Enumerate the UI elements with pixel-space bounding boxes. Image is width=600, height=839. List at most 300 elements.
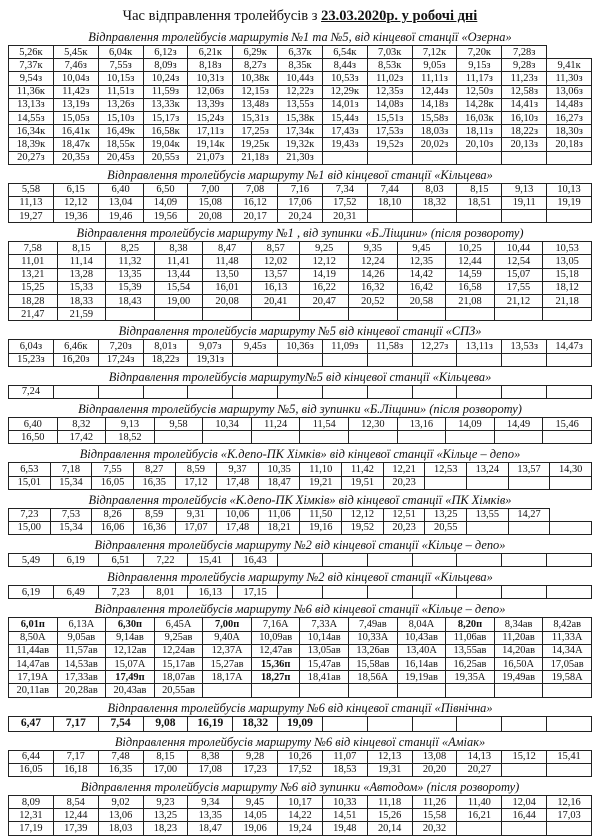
time-cell: 18,47 <box>188 822 233 835</box>
time-cell: 11,13 <box>9 196 54 209</box>
time-cell: 7,12к <box>412 46 457 59</box>
time-cell: 6,49 <box>53 586 98 599</box>
time-cell: 12,50з <box>457 85 502 98</box>
time-cell: 16,10з <box>502 111 547 124</box>
time-cell: 8,01з <box>143 340 188 353</box>
time-cell: 13,13з <box>9 98 54 111</box>
table-row <box>9 138 592 151</box>
time-cell: 15,41 <box>188 554 233 567</box>
time-cell: 10,43ав <box>397 631 446 644</box>
time-cell: 16,18 <box>53 763 98 776</box>
time-cell: 17,52 <box>278 763 323 776</box>
time-cell: 15,24з <box>188 111 233 124</box>
time-cell: 9,14ав <box>106 631 155 644</box>
time-cell <box>278 586 323 599</box>
time-cell: 7,17 <box>53 750 98 763</box>
time-cell <box>367 716 412 731</box>
time-cell: 11,14 <box>57 255 106 268</box>
time-cell: 20,31 <box>322 210 367 223</box>
time-cell: 10,14ав <box>300 631 349 644</box>
time-cell: 11,17з <box>457 72 502 85</box>
time-cell: 16,35 <box>98 763 143 776</box>
time-cell: 17,19 <box>9 822 54 835</box>
time-cell: 13,35 <box>106 268 155 281</box>
time-cell: 7,37к <box>9 59 54 72</box>
time-cell: 13,06з <box>547 85 592 98</box>
time-cell: 14,27 <box>508 508 550 521</box>
time-cell: 17,11з <box>188 125 233 138</box>
time-cell: 17,34к <box>278 125 323 138</box>
time-cell: 19,00 <box>154 295 203 308</box>
time-cell: 8,44з <box>322 59 367 72</box>
time-cell <box>367 385 412 398</box>
time-cell: 17,23 <box>233 763 278 776</box>
time-cell: 19,04к <box>143 138 188 151</box>
time-cell: 8,38 <box>188 750 233 763</box>
time-cell: 15,17ав <box>154 658 203 671</box>
time-cell: 19,56 <box>143 210 188 223</box>
time-cell: 6,13А <box>57 618 106 631</box>
time-cell: 14,18з <box>412 98 457 111</box>
time-cell: 17,24з <box>98 353 143 366</box>
schedule-table <box>8 241 592 321</box>
time-cell: 8,38 <box>154 242 203 255</box>
schedule-table <box>8 617 592 697</box>
time-cell <box>446 684 495 697</box>
time-cell: 15,05з <box>53 111 98 124</box>
section-heading: Відправлення тролейбусів «К.депо-ПК Хімків» від кінцевої станції «ПК Хімків» <box>88 492 512 507</box>
time-cell: 10,34 <box>203 417 252 430</box>
time-cell <box>508 521 550 534</box>
time-cell <box>412 353 457 366</box>
time-cell: 10,44з <box>278 72 323 85</box>
time-cell <box>547 385 592 398</box>
time-cell: 8,18з <box>188 59 233 72</box>
time-cell <box>502 586 547 599</box>
time-cell: 14,51 <box>322 809 367 822</box>
time-cell: 12,44з <box>412 85 457 98</box>
time-cell: 19,46 <box>98 210 143 223</box>
time-cell: 13,25 <box>143 809 188 822</box>
time-cell: 12,06з <box>188 85 233 98</box>
time-cell: 13,35 <box>188 809 233 822</box>
table-row <box>9 684 592 697</box>
time-cell: 20,27з <box>9 151 54 164</box>
time-cell: 14,59 <box>446 268 495 281</box>
time-cell: 15,33 <box>57 281 106 294</box>
time-cell: 17,48 <box>217 476 259 489</box>
time-cell: 7,53 <box>50 508 92 521</box>
time-cell <box>547 151 592 164</box>
time-cell <box>188 385 233 398</box>
time-cell <box>457 716 502 731</box>
table-row <box>9 554 592 567</box>
time-cell: 8,27 <box>133 463 175 476</box>
time-cell: 12,37А <box>203 644 252 657</box>
time-cell: 18,11з <box>457 125 502 138</box>
time-cell <box>543 684 592 697</box>
schedule-table <box>8 183 592 224</box>
time-cell: 10,17 <box>278 795 323 808</box>
time-cell: 9,13 <box>502 183 547 196</box>
time-cell <box>457 353 502 366</box>
time-cell <box>278 385 323 398</box>
time-cell: 20,14 <box>367 822 412 835</box>
time-cell: 6,29к <box>233 46 278 59</box>
time-cell <box>550 521 592 534</box>
time-cell: 9,13 <box>106 417 155 430</box>
time-cell <box>543 431 592 444</box>
time-cell: 20,58 <box>397 295 446 308</box>
time-cell: 17,05ав <box>543 658 592 671</box>
time-cell <box>412 151 457 164</box>
time-cell: 11,11з <box>412 72 457 85</box>
time-cell: 12,44 <box>53 809 98 822</box>
time-cell: 18,27п <box>251 671 300 684</box>
time-cell: 9,08 <box>143 716 188 731</box>
time-cell: 8,50А <box>9 631 58 644</box>
table-row <box>9 72 592 85</box>
time-cell: 11,40 <box>457 795 502 808</box>
time-cell: 14,53ав <box>57 658 106 671</box>
time-cell: 8,09 <box>9 795 54 808</box>
time-cell: 8,04А <box>397 618 446 631</box>
time-cell <box>106 308 155 321</box>
time-cell: 7,49ав <box>349 618 398 631</box>
schedule-table <box>8 462 592 489</box>
time-cell: 15,27ав <box>203 658 252 671</box>
time-cell: 9,45з <box>233 340 278 353</box>
time-cell <box>547 586 592 599</box>
time-cell: 20,52 <box>349 295 398 308</box>
time-cell: 8,32 <box>57 417 106 430</box>
time-cell: 15,10з <box>98 111 143 124</box>
time-cell: 12,30 <box>349 417 398 430</box>
time-cell: 20,23 <box>383 521 425 534</box>
time-cell <box>53 385 98 398</box>
time-cell: 11,24 <box>251 417 300 430</box>
time-cell: 13,19з <box>53 98 98 111</box>
time-cell: 12,24ав <box>154 644 203 657</box>
time-cell: 17,12 <box>175 476 217 489</box>
table-row <box>9 618 592 631</box>
time-cell: 6,40 <box>98 183 143 196</box>
time-cell: 21,47 <box>9 308 58 321</box>
time-cell: 16,12 <box>233 196 278 209</box>
time-cell: 12,12 <box>342 508 384 521</box>
time-cell: 6,04з <box>9 340 54 353</box>
time-cell: 15,26 <box>367 809 412 822</box>
time-cell: 14,34А <box>543 644 592 657</box>
time-cell <box>322 151 367 164</box>
time-cell: 14,09 <box>143 196 188 209</box>
time-cell: 17,49п <box>106 671 155 684</box>
time-cell <box>233 385 278 398</box>
time-cell: 10,33 <box>322 795 367 808</box>
time-cell: 15,12 <box>502 750 547 763</box>
section-heading: Відправлення тролейбусів маршруту №6 від кінцевої станції «Північна» <box>107 700 493 715</box>
time-cell: 15,07 <box>494 268 543 281</box>
time-cell <box>502 763 547 776</box>
time-cell: 16,13 <box>251 281 300 294</box>
time-cell: 10,35 <box>258 463 300 476</box>
table-row <box>9 98 592 111</box>
time-cell: 13,44 <box>154 268 203 281</box>
time-cell: 19,31з <box>188 353 233 366</box>
time-cell <box>547 353 592 366</box>
time-cell: 16,36 <box>133 521 175 534</box>
time-cell: 11,07 <box>322 750 367 763</box>
time-cell: 11,36к <box>9 85 54 98</box>
time-cell: 14,20ав <box>494 644 543 657</box>
table-row <box>9 111 592 124</box>
time-cell: 10,36з <box>278 340 323 353</box>
time-cell: 17,52 <box>322 196 367 209</box>
section-heading: Відправлення тролейбусів «К.депо-ПК Хімків» від кінцевої станції «Кільце – депо» <box>79 447 521 462</box>
time-cell: 10,44 <box>494 242 543 255</box>
time-cell: 10,15з <box>98 72 143 85</box>
time-cell <box>547 716 592 731</box>
table-row <box>9 281 592 294</box>
time-cell: 13,39з <box>188 98 233 111</box>
time-cell: 9,05з <box>412 59 457 72</box>
time-cell: 19,58А <box>543 671 592 684</box>
time-cell: 11,33А <box>543 631 592 644</box>
time-cell: 21,07з <box>188 151 233 164</box>
time-cell: 21,18 <box>543 295 592 308</box>
time-cell: 20,55 <box>425 521 467 534</box>
time-cell: 9,34 <box>188 795 233 808</box>
time-cell: 12,53 <box>425 463 467 476</box>
time-cell: 18,33 <box>57 295 106 308</box>
time-cell: 13,55ав <box>446 644 495 657</box>
time-cell: 15,34 <box>50 476 92 489</box>
time-cell: 19,25к <box>233 138 278 151</box>
time-cell: 11,06 <box>258 508 300 521</box>
time-cell: 20,55з <box>143 151 188 164</box>
time-cell <box>412 210 457 223</box>
table-row <box>9 125 592 138</box>
time-cell: 5,26к <box>9 46 54 59</box>
time-cell <box>547 822 592 835</box>
time-cell <box>547 763 592 776</box>
time-cell: 20,13з <box>502 138 547 151</box>
time-cell: 10,38к <box>233 72 278 85</box>
time-cell: 20,41 <box>251 295 300 308</box>
time-cell: 20,35з <box>53 151 98 164</box>
time-cell <box>543 308 592 321</box>
section-heading: Відправлення тролейбусів маршруту №5 від кінцевої станції «СПЗ» <box>118 324 482 339</box>
time-cell: 14,13 <box>457 750 502 763</box>
time-cell <box>300 308 349 321</box>
time-cell <box>203 684 252 697</box>
time-cell: 17,25з <box>233 125 278 138</box>
time-cell: 19,36 <box>53 210 98 223</box>
time-cell: 19,32к <box>278 138 323 151</box>
time-cell: 8,26 <box>92 508 134 521</box>
time-cell: 11,51з <box>98 85 143 98</box>
time-cell: 13,50 <box>203 268 252 281</box>
time-cell: 17,08 <box>188 763 233 776</box>
time-cell: 15,08 <box>188 196 233 209</box>
time-cell: 20,18з <box>547 138 592 151</box>
table-row <box>9 353 592 366</box>
time-cell: 19,14к <box>188 138 233 151</box>
time-cell: 15,46 <box>543 417 592 430</box>
time-cell: 11,50 <box>300 508 342 521</box>
time-cell: 9,02 <box>98 795 143 808</box>
time-cell: 8,27з <box>233 59 278 72</box>
time-cell <box>550 476 592 489</box>
time-cell: 11,48 <box>203 255 252 268</box>
time-cell <box>349 308 398 321</box>
time-cell <box>457 385 502 398</box>
time-cell: 11,30з <box>547 72 592 85</box>
time-cell: 17,00 <box>143 763 188 776</box>
time-cell: 13,55з <box>278 98 323 111</box>
time-cell: 20,24 <box>278 210 323 223</box>
time-cell: 15,01 <box>9 476 51 489</box>
time-cell: 20,11ав <box>9 684 58 697</box>
time-cell: 12,12 <box>53 196 98 209</box>
time-cell: 9,25 <box>300 242 349 255</box>
time-cell: 8,20п <box>446 618 495 631</box>
time-cell: 20,32 <box>412 822 457 835</box>
time-cell: 6,37к <box>278 46 323 59</box>
time-cell <box>494 308 543 321</box>
section-heading: Відправлення тролейбусів маршруту №5, від зупинки «Б.Ліщини» (після розвороту) <box>78 401 522 416</box>
time-cell: 19,51 <box>342 476 384 489</box>
time-cell: 15,18 <box>543 268 592 281</box>
time-cell: 13,55 <box>467 508 509 521</box>
time-cell: 13,57 <box>251 268 300 281</box>
time-cell: 18,22з <box>143 353 188 366</box>
time-cell <box>508 476 550 489</box>
time-cell: 18,47 <box>258 476 300 489</box>
time-cell <box>367 586 412 599</box>
time-cell: 21,59 <box>57 308 106 321</box>
time-cell: 16,27з <box>547 111 592 124</box>
time-cell: 7,17 <box>53 716 98 731</box>
time-cell: 16,50А <box>494 658 543 671</box>
title-date: 23.03.2020р. <box>321 8 399 24</box>
time-cell: 16,19 <box>188 716 233 731</box>
time-cell: 8,15 <box>143 750 188 763</box>
table-row <box>9 210 592 223</box>
time-cell: 9,25ав <box>154 631 203 644</box>
schedule-table <box>8 339 592 366</box>
time-cell: 12,58з <box>502 85 547 98</box>
time-cell: 8,15 <box>57 242 106 255</box>
time-cell: 21,30з <box>278 151 323 164</box>
time-cell: 8,09з <box>143 59 188 72</box>
time-cell: 7,55 <box>92 463 134 476</box>
time-cell: 15,58 <box>412 809 457 822</box>
time-cell: 12,13 <box>367 750 412 763</box>
time-cell: 7,03к <box>367 46 412 59</box>
time-cell: 7,16 <box>278 183 323 196</box>
time-cell: 19,19ав <box>397 671 446 684</box>
time-cell: 8,59 <box>133 508 175 521</box>
time-cell: 20,45з <box>98 151 143 164</box>
time-cell: 17,42 <box>57 431 106 444</box>
time-cell <box>412 385 457 398</box>
time-cell <box>457 554 502 567</box>
time-cell <box>322 716 367 731</box>
time-cell: 10,09ав <box>251 631 300 644</box>
time-cell: 18,32 <box>412 196 457 209</box>
time-cell: 17,03 <box>547 809 592 822</box>
time-cell: 15,36п <box>251 658 300 671</box>
time-cell: 11,18 <box>367 795 412 808</box>
time-cell <box>367 353 412 366</box>
time-cell: 17,07 <box>175 521 217 534</box>
time-cell: 8,34ав <box>494 618 543 631</box>
time-cell: 9,07з <box>188 340 233 353</box>
time-cell: 10,53з <box>322 72 367 85</box>
time-cell: 15,31з <box>233 111 278 124</box>
time-cell: 10,33А <box>349 631 398 644</box>
schedule-table <box>8 385 592 399</box>
time-cell: 6,54к <box>322 46 367 59</box>
time-cell: 16,06 <box>92 521 134 534</box>
time-cell: 12,04 <box>502 795 547 808</box>
time-cell: 8,57 <box>251 242 300 255</box>
time-cell: 8,25 <box>106 242 155 255</box>
time-cell <box>251 308 300 321</box>
time-cell: 7,34 <box>322 183 367 196</box>
table-row <box>9 658 592 671</box>
time-cell: 18,55к <box>98 138 143 151</box>
time-cell: 6,51 <box>98 554 143 567</box>
time-cell: 16,05 <box>92 476 134 489</box>
time-cell: 13,53з <box>502 340 547 353</box>
schedule-table <box>8 716 592 732</box>
time-cell: 8,01 <box>143 586 188 599</box>
time-cell <box>446 308 495 321</box>
time-cell <box>349 684 398 697</box>
time-cell: 19,27 <box>9 210 54 223</box>
time-cell <box>457 210 502 223</box>
time-cell: 12,35з <box>367 85 412 98</box>
time-cell: 12,51 <box>383 508 425 521</box>
time-cell <box>397 431 446 444</box>
time-cell: 7,22 <box>143 554 188 567</box>
time-cell: 14,08з <box>367 98 412 111</box>
time-cell: 9,28 <box>233 750 278 763</box>
time-cell: 15,07А <box>106 658 155 671</box>
time-cell: 6,46к <box>53 340 98 353</box>
time-cell: 18,03з <box>412 125 457 138</box>
time-cell <box>457 586 502 599</box>
time-cell <box>322 353 367 366</box>
table-row <box>9 431 592 444</box>
time-cell: 12,47ав <box>251 644 300 657</box>
table-row <box>9 763 592 776</box>
time-cell: 9,45 <box>397 242 446 255</box>
table-row <box>9 417 592 430</box>
time-cell: 9,31 <box>175 508 217 521</box>
time-cell: 16,58к <box>143 125 188 138</box>
time-cell <box>502 554 547 567</box>
time-cell: 11,20ав <box>494 631 543 644</box>
time-cell: 18,23 <box>143 822 188 835</box>
time-cell: 10,04з <box>53 72 98 85</box>
table-row <box>9 586 592 599</box>
time-cell: 7,00 <box>188 183 233 196</box>
time-cell: 15,41 <box>547 750 592 763</box>
time-cell: 20,47 <box>300 295 349 308</box>
